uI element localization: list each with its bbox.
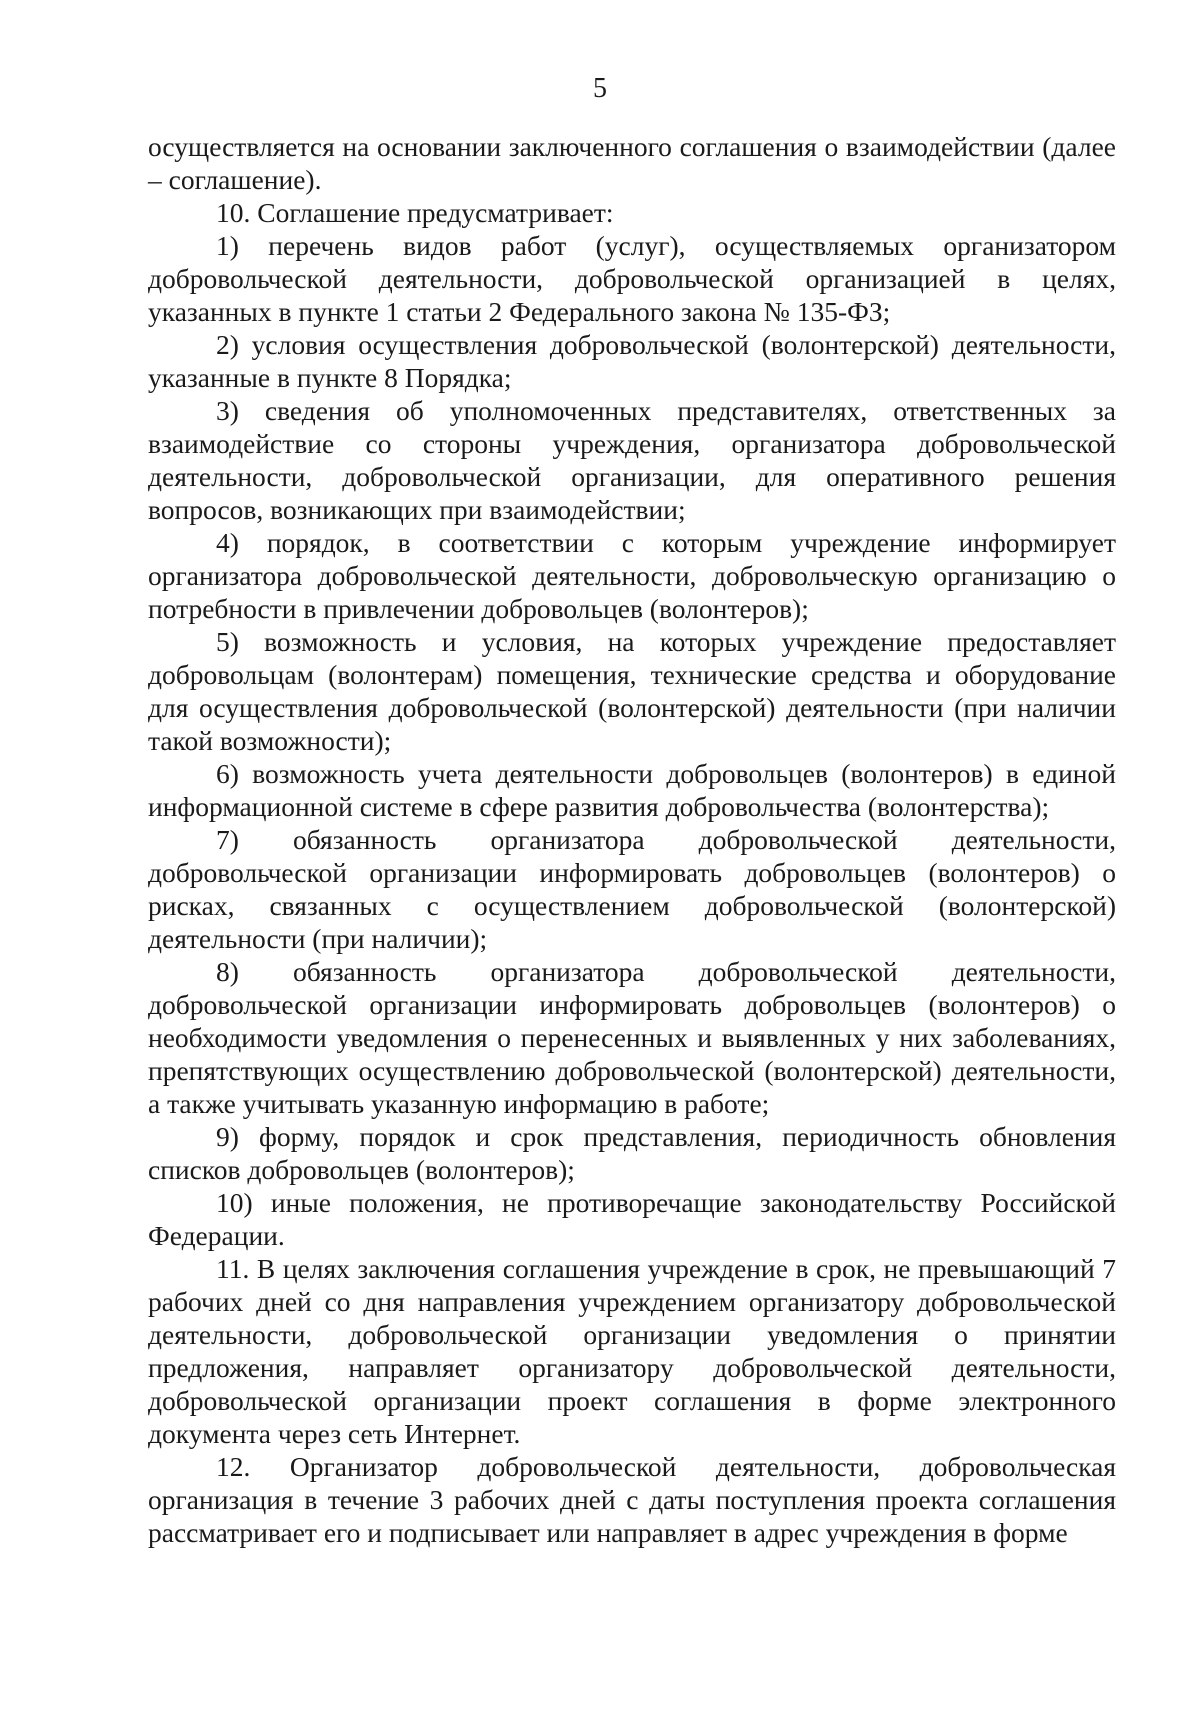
paragraph-subitem-3: 3) сведения об уполномоченных представителях, ответственных за взаимодействие со стороны учреждения, организатора добровольческой деятельности, добровольческой организации, для оперативного решения вопросов, возникающих при взаимодействии; xyxy=(148,395,1116,525)
paragraph-subitem-10: 10) иные положения, не противоречащие законодательству Российской Федерации. xyxy=(148,1187,1116,1251)
paragraph-subitem-8: 8) обязанность организатора добровольческой деятельности, добровольческой организации информировать добровольцев (волонтеров) о необходимости уведомления о перенесенных и выявленных у них заболеваниях, препятствующих осуществлению добровольческой (волонтерской) деятельности, а также учитывать указанную информацию в работе; xyxy=(148,956,1116,1119)
document-body xyxy=(148,130,1116,1549)
paragraph-item-12: 12. Организатор добровольческой деятельности, добровольческая организация в течение 3 рабочих дней с даты поступления проекта соглашения рассматривает его и подписывает или направляет в адрес учреждения в форме xyxy=(148,1451,1116,1548)
paragraph-item-11: 11. В целях заключения соглашения учреждение в срок, не превышающий 7 рабочих дней со дня направления учреждением организатору добровольческой деятельности, добровольческой организации уведомления о принятии предложения, направляет организатору добровольческой деятельности, добровольческой организации проект соглашения в форме электронного документа через сеть Интернет. xyxy=(148,1253,1116,1449)
paragraph-subitem-1: 1) перечень видов работ (услуг), осуществляемых организатором добровольческой деятельности, добровольческой организацией в целях, указанных в пункте 1 статьи 2 Федерального закона № 135-ФЗ; xyxy=(148,230,1116,327)
paragraph-subitem-5: 5) возможность и условия, на которых учреждение предоставляет добровольцам (волонтерам) помещения, технические средства и оборудование для осуществления добровольческой (волонтерской) деятельности (при наличии такой возможности); xyxy=(148,626,1116,756)
page-number: 5 xyxy=(593,73,607,104)
paragraph-subitem-2: 2) условия осуществления добровольческой (волонтерской) деятельности, указанные в пункте 8 Порядка; xyxy=(148,329,1116,393)
paragraph-item-10: 10. Соглашение предусматривает: xyxy=(216,197,614,228)
paragraph-subitem-4: 4) порядок, в соответствии с которым учреждение информирует организатора добровольческой деятельности, добровольческую организацию о потребности в привлечении добровольцев (волонтеров); xyxy=(148,527,1116,624)
paragraph-continuation: осуществляется на основании заключенного соглашения о взаимодействии (далее – соглашение). xyxy=(148,131,1116,195)
paragraph-subitem-6: 6) возможность учета деятельности добровольцев (волонтеров) в единой информационной системе в сфере развития добровольчества (волонтерства); xyxy=(148,758,1116,822)
paragraph-subitem-9: 9) форму, порядок и срок представления, периодичность обновления списков добровольцев (волонтеров); xyxy=(148,1121,1116,1185)
paragraph-subitem-7: 7) обязанность организатора добровольческой деятельности, добровольческой организации информировать добровольцев (волонтеров) о рисках, связанных с осуществлением добровольческой (волонтерской) деятельности (при наличии); xyxy=(148,824,1116,954)
